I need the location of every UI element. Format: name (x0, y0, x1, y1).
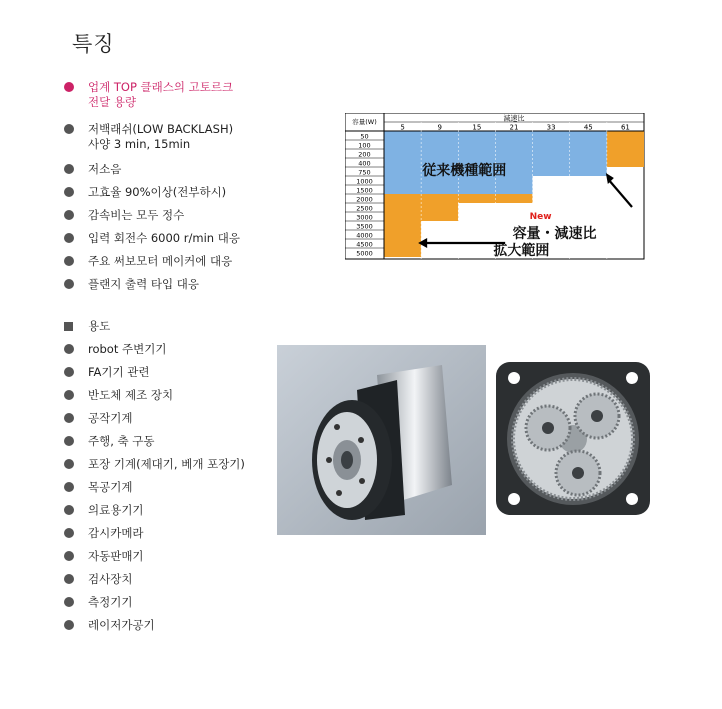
bullet-icon (64, 574, 74, 584)
bullet-icon (64, 528, 74, 538)
feature-item: 고효율 90%이상(전부하시) (64, 185, 240, 200)
ratio-axis-title: 減速比 (503, 114, 525, 123)
use-item: 포장 기계(제대기, 베개 포장기) (64, 457, 245, 472)
use-item: FA기기 관련 (64, 365, 245, 380)
expanded-label-1: 容量・減速比 (512, 226, 597, 242)
capacity-tick: 5000 (356, 249, 373, 258)
bullet-icon (64, 164, 74, 174)
bullet-icon (64, 210, 74, 220)
capacity-tick: 400 (358, 159, 371, 168)
use-item: 의료용기기 (64, 503, 245, 518)
conventional-label: 従来機種範囲 (422, 163, 507, 179)
bullet-icon (64, 597, 74, 607)
use-item: 목공기계 (64, 480, 245, 495)
uses-heading: 용도 (64, 319, 245, 334)
ratio-tick: 45 (583, 123, 593, 132)
bullet-icon (64, 233, 74, 243)
ratio-tick: 15 (472, 123, 482, 132)
capacity-tick: 4000 (356, 231, 373, 240)
bullet-icon (64, 436, 74, 446)
bullet-icon (64, 413, 74, 423)
use-item: 감시카메라 (64, 526, 245, 541)
bullet-icon (64, 505, 74, 515)
expanded-label-2: 拡大範囲 (493, 243, 550, 259)
ratio-tick: 5 (400, 123, 405, 132)
capacity-axis-title: 容量(W) (352, 118, 377, 126)
bullet-icon (64, 367, 74, 377)
bullet-icon (64, 459, 74, 469)
feature-item: 감속비는 모두 정수 (64, 208, 240, 223)
use-item: robot 주변기기 (64, 342, 245, 357)
bullet-icon (64, 279, 74, 289)
new-badge: New (529, 212, 552, 222)
capacity-tick: 200 (358, 150, 371, 159)
bullet-icon (64, 482, 74, 492)
bullet-icon (64, 390, 74, 400)
bullet-icon (64, 551, 74, 561)
use-item: 측정기기 (64, 595, 245, 610)
capacity-tick: 4500 (356, 240, 373, 249)
use-item: 주행, 축 구동 (64, 434, 245, 449)
ratio-tick: 21 (509, 123, 519, 132)
bullet-icon (64, 187, 74, 197)
ratio-tick: 33 (546, 123, 556, 132)
bullet-icon (64, 620, 74, 630)
range-chart (345, 113, 645, 260)
capacity-tick: 50 (360, 132, 369, 141)
use-item: 레이저가공기 (64, 618, 245, 633)
gearbox-photo (277, 345, 486, 535)
capacity-tick: 100 (358, 141, 371, 150)
use-item: 반도체 제조 장치 (64, 388, 245, 403)
bullet-icon (64, 124, 74, 134)
use-item: 검사장치 (64, 572, 245, 587)
feature-item: 업계 TOP 클래스의 고토르크 전달 용량 (64, 80, 240, 112)
feature-list (64, 80, 240, 292)
square-bullet-icon (64, 322, 73, 331)
bullet-icon (64, 82, 74, 92)
capacity-tick: 1000 (356, 177, 373, 186)
capacity-tick: 3000 (356, 213, 373, 222)
capacity-tick: 2000 (356, 195, 373, 204)
planetary-gear-photo (494, 360, 652, 517)
use-item: 자동판매기 (64, 549, 245, 564)
capacity-tick: 2500 (356, 204, 373, 213)
feature-item: 저소음 (64, 162, 240, 177)
capacity-tick: 750 (358, 168, 371, 177)
capacity-tick: 3500 (356, 222, 373, 231)
uses-list (64, 319, 245, 633)
feature-item: 주요 써보모터 메이커에 대응 (64, 254, 240, 269)
bullet-icon (64, 256, 74, 266)
feature-item: 플랜지 출력 타입 대응 (64, 277, 240, 292)
page-title: 특징 (72, 32, 115, 56)
ratio-tick: 61 (620, 123, 630, 132)
bullet-icon (64, 344, 74, 354)
feature-item: 입력 회전수 6000 r/min 대응 (64, 231, 240, 246)
capacity-tick: 1500 (356, 186, 373, 195)
use-item: 공작기계 (64, 411, 245, 426)
feature-item: 저백래쉬(LOW BACKLASH) 사양 3 min, 15min (64, 122, 240, 153)
ratio-tick: 9 (437, 123, 442, 132)
